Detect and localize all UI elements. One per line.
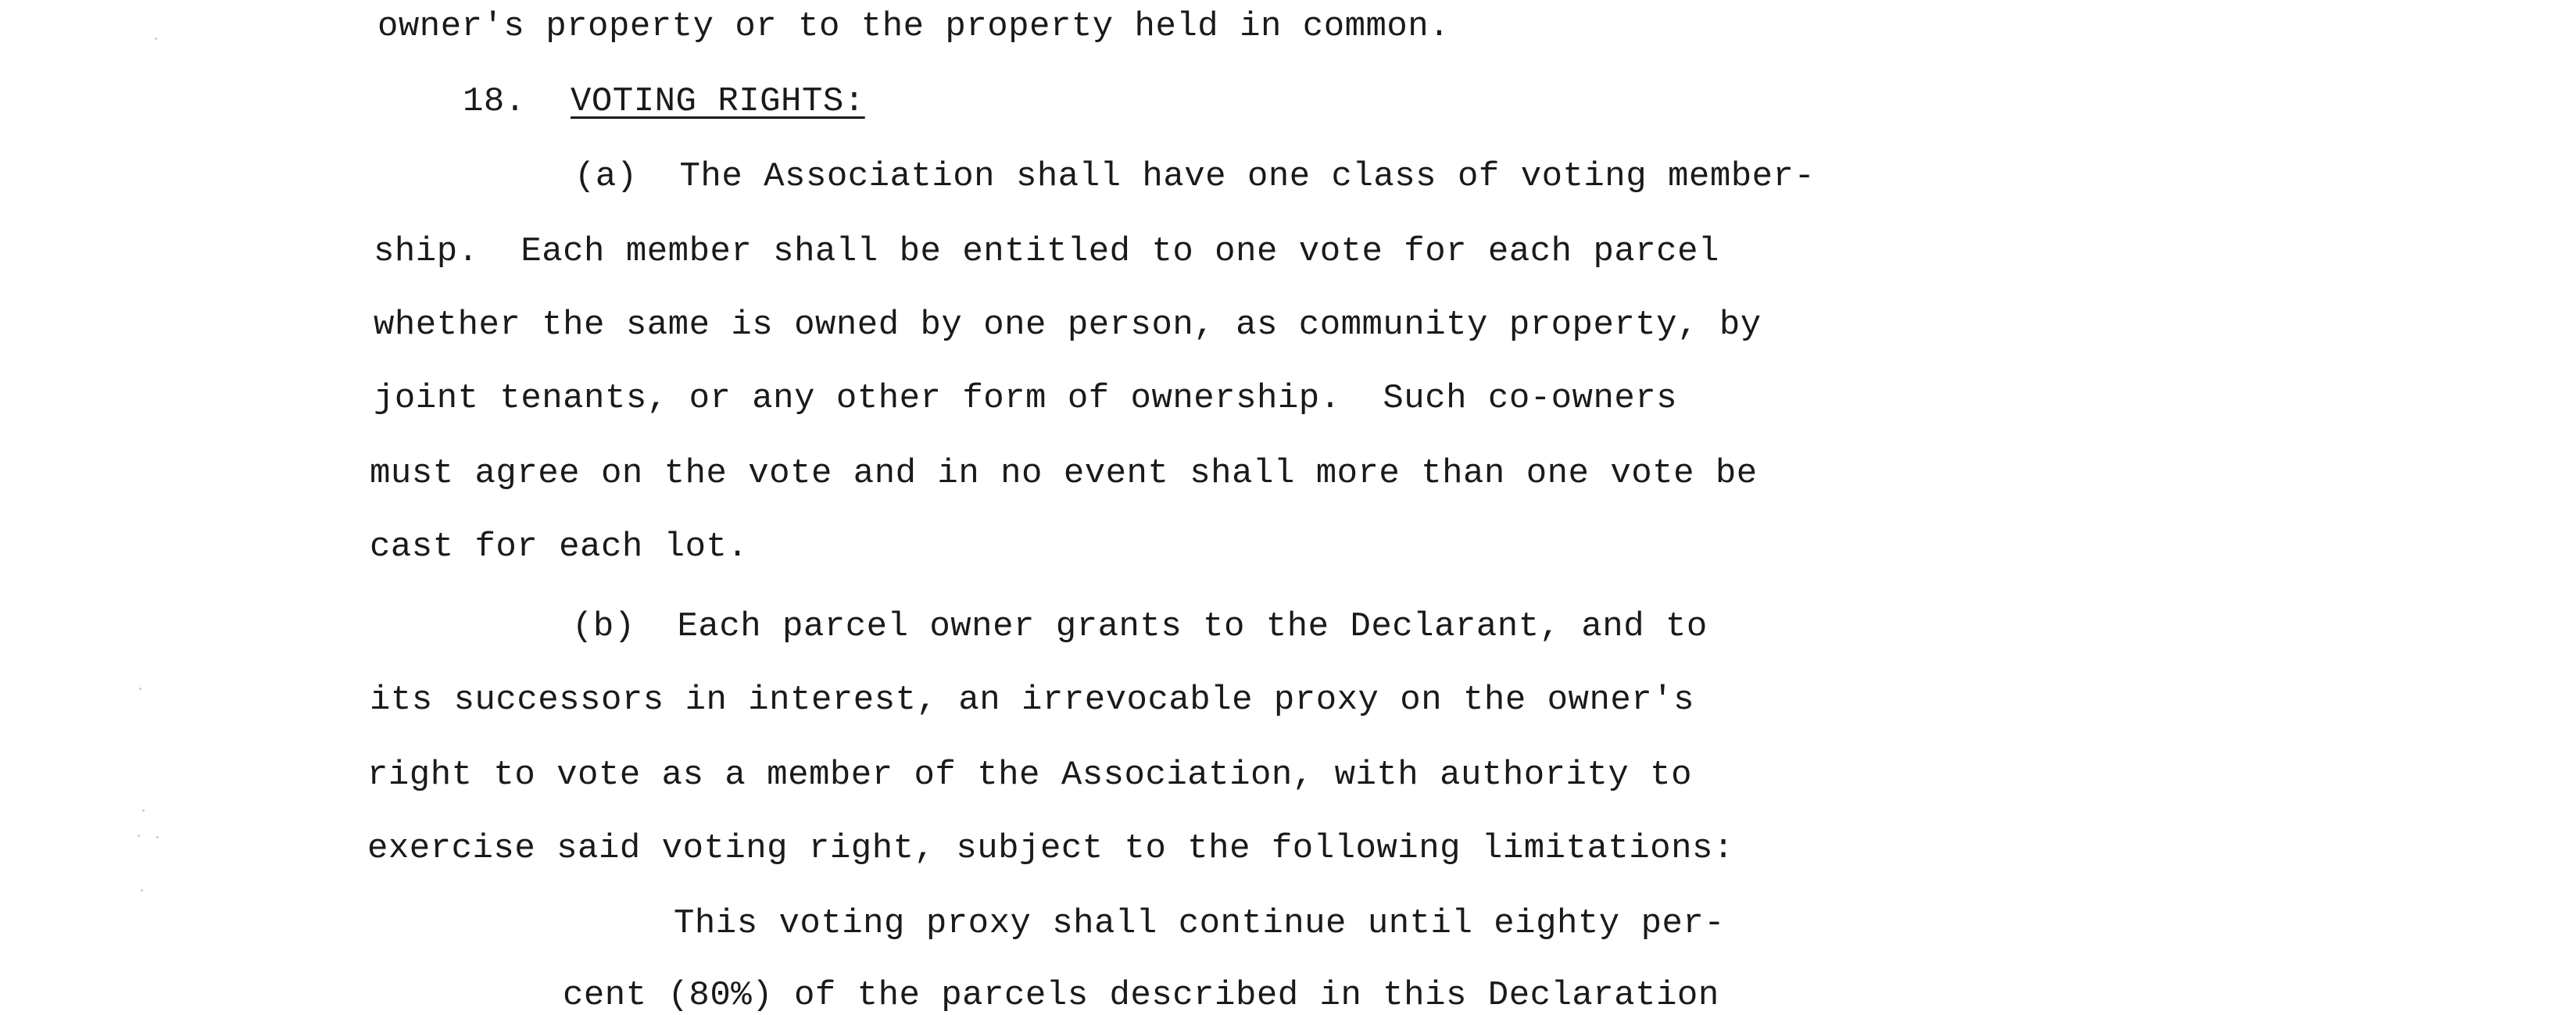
paragraph-a-line-3: whether the same is owned by one person, as community property, by — [374, 306, 1762, 345]
paragraph-a-line-2: ship. Each member shall be entitled to one vote for each parcel — [374, 232, 1719, 271]
proxy-paragraph-line-1: This voting proxy shall continue until eighty per- — [674, 904, 1726, 943]
paragraph-b-line-4: exercise said voting right, subject to the following limitations: — [367, 829, 1734, 868]
scan-speck — [139, 688, 141, 690]
section-number: 18. — [463, 82, 526, 121]
scan-speck — [142, 809, 145, 812]
paragraph-b-line-3: right to vote as a member of the Association, with authority to — [367, 756, 1692, 795]
paragraph-a-line-6: cast for each lot. — [370, 527, 749, 566]
paragraph-a-line-5: must agree on the vote and in no event shall more than one vote be — [370, 454, 1758, 493]
scan-speck — [155, 38, 157, 40]
proxy-paragraph-line-2: cent (80%) of the parcels described in this Declaration — [563, 976, 1719, 1015]
paragraph-a-line-1: (a) The Association shall have one class of voting member- — [574, 157, 1816, 196]
paragraph-b-line-2: its successors in interest, an irrevocable proxy on the owner's — [370, 681, 1694, 720]
scan-speck — [141, 889, 143, 892]
text-line-top: owner's property or to the property held in common. — [377, 7, 1451, 46]
section-heading: VOTING RIGHTS: — [571, 82, 865, 121]
paragraph-a-line-4: joint tenants, or any other form of ownership. Such co-owners — [374, 379, 1678, 418]
paragraph-b-line-1: (b) Each parcel owner grants to the Declarant, and to — [572, 607, 1708, 646]
scan-speck — [138, 835, 140, 837]
scan-speck — [156, 836, 159, 838]
